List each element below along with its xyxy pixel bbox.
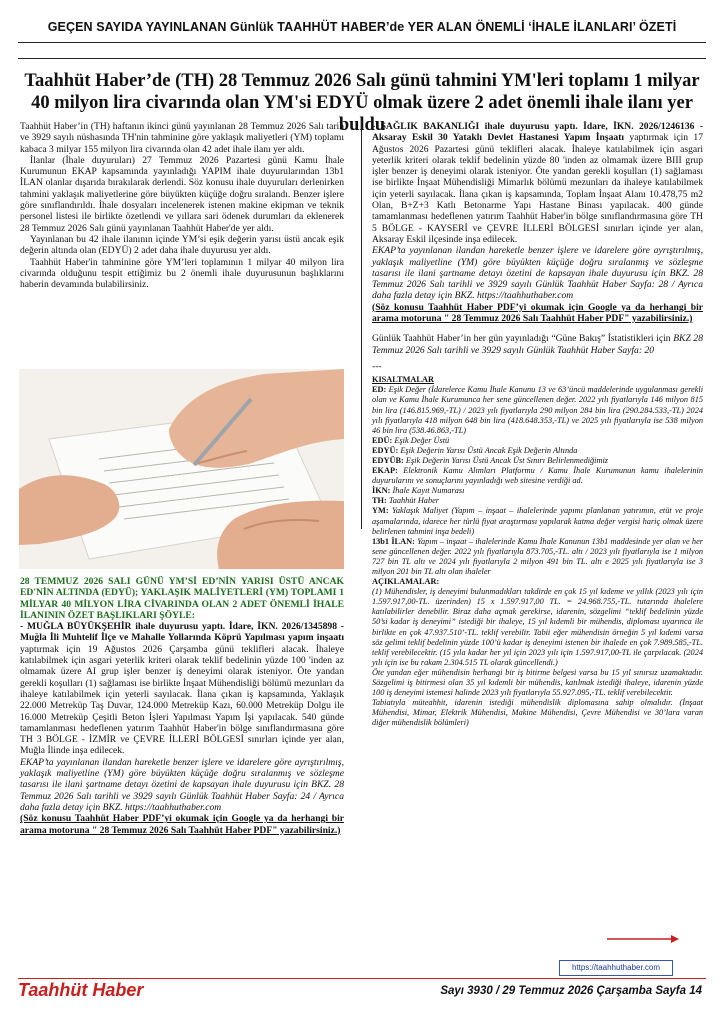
headline: Taahhüt Haber’de (TH) 28 Temmuz 2026 Salı günü tahmini YM'leri toplamı 1 milyar 40 milyon lira civarında olan YM'si EDYÜ olmak üzere 2 adet önemli ihale ilanı yer buldu [24, 71, 700, 135]
abbreviation-key: EDÜ: [372, 435, 393, 445]
abbreviation-entry [372, 496, 703, 506]
abbreviation-value: Eşik Değer Üstü [392, 435, 450, 445]
abbreviation-value: Taahhüt Haber [386, 496, 440, 506]
gune-bakis-plain: Günlük Taahhüt Haber’in her gün yayınladığı “Güne Bakış” İstatistikleri için [372, 333, 674, 345]
top-rule [18, 42, 706, 43]
abbreviation-entry [372, 446, 703, 456]
continue-arrow-icon [607, 934, 679, 944]
abbreviation-value: Tabiatıyla müteahhit, idarenin istediği mühendislik diplomasına sahip olmalıdır. (İnşaat Mühendisi, Mimar, Elektrik Mühendisi, Makine Mühendisi, Çevre Mühendisi ve 30’lara varan diğer mühendislik bölümleri) [372, 698, 703, 728]
abbreviation-entry [372, 506, 703, 536]
abbreviation-key: TH: [372, 496, 387, 506]
listing-item-mugla-reference: EKAP’ta yayınlanan ilandan hareketle benzer işlere ve idarelere göre ayrıştırılmış, yaklaşık maliyetline (YM) göre büyükten küçüğe doğru sıralanmış ve sözleşme tasarısı ile ilani şartname detayı özetini de kapsayan ihale duyurusu için BKZ. 28 Temmuz 2026 Salı tarihli ve 3929 sayılı Günlük Taahhüt Haber Sayfa: 24 / Ayrıca daha fazla detay için BKZ. https://taahhuthaber.com [20, 756, 344, 813]
listing-item-saglik-title: - SAĞLIK BAKANLIĞI ihale duyurusu yaptı. İdare, İKN. 2026/1246136 - Aksaray Eskil 30 Yataklı Devlet Hastanesi Yapım İnşaatı [372, 121, 703, 144]
left-intro [20, 121, 344, 290]
abbreviation-key: EKAP: [372, 466, 398, 476]
left-listing [20, 576, 344, 836]
hands-document-illustration [19, 369, 344, 569]
abbreviation-entry [372, 668, 703, 698]
abbreviation-value: Eşik Değer (İdarelerce Kamu İhale Kanunu 13 ve 63’üncü maddelerinde uygulanması gerekli olan ve Kamu İhale Kurumunca her sene güncellenen değer. 2022 yılı fiyatlarıyla 146 milyon 815 bin lira (146.815.969,-TL) / 2023 yılı fiyatlarıyla 290 milyon 284 bin lira (290.284.533,-TL) 2024 yılı fiyatlarıyla 418 milyon 648 bin lira (418.648.353,-TL) ve 2025 yılı fiyatlarıyla ise 538 milyon 46 bin lira (538.46.863,-TL) [372, 385, 703, 435]
abbreviation-entry [372, 466, 703, 486]
listing-item-mugla-title: - MUĞLA BÜYÜKŞEHİR ihale duyurusu yaptı. İdare, İKN. 2026/1345898 - Muğla İli Muhtelif İlçe ve Mahalle Yollarında Köprü Yapılması yapım inşaatı [20, 621, 344, 644]
listing-item-mugla-pdf-note: (Söz konusu Taahhüt Haber PDF’yi okumak için Google ya da herhangi bir arama motoruna " 28 Temmuz 2026 Salı Taahhüt Haber PDF" yazabilirsiniz.) [20, 813, 344, 836]
gune-bakis-note [372, 333, 703, 356]
abbreviation-key: EDYÜB: [372, 455, 404, 465]
column-divider [361, 121, 362, 529]
abbreviation-value: Eşik Değerin Yarısı Üstü Ancak Üst Sınırı Belirlenmediğimiz [403, 455, 609, 465]
intro-paragraph-1: Taahhüt Haber’in (TH) haftanın ikinci günü yayınlanan 28 Temmuz 2026 Salı tarih ve 3929 sayılı nüshasında TH'nin tahminine göre yaklaşık maliyetleri (YM) toplamı kabaca 3 milyar 155 milyon lira civarında olan 42 adet ihale ilanı yer aldı. [20, 121, 344, 155]
abbreviation-entry [372, 577, 703, 587]
abbreviation-key: 13b1 İLAN: [372, 536, 415, 546]
abbreviation-entry [372, 456, 703, 466]
abbreviations-title: KISALTMALAR [372, 375, 434, 385]
intro-paragraph-3: Yayınlanan bu 42 ihale ilanının içinde YM’si eşik değerin yarısı üstü ancak eşik değerin altında olan (EDYÜ) 2 adet daha ihale duyurusu yer aldı. [20, 233, 344, 257]
abbreviation-key: AÇIKLAMALAR: [372, 577, 440, 587]
abbreviation-entry [372, 486, 703, 496]
abbreviation-key: YM: [372, 506, 389, 516]
intro-paragraph-4: Taahhüt Haber'in tahminine göre YM’leri toplamının 1 milyar 40 milyon lira civarında olduğunu tespit ettiğimiz bu 2 önemli ihale duyurusunun başlıklarını haberin devamında bulabilirsiniz. [20, 256, 344, 291]
abbreviation-value: Yapım – inşaat – ihalelerinde Kamu İhale Kanunun 13b1 maddesinde yer alan ve her sene güncellenen değer. 2022 yılı fiyatlarıyla 873.705,-TL. altı / 2023 yılı fiyatlarıyla ise 1 milyon 727 bin TL altı ve 2024 yılı fiyatlarıyla 2 milyon 491 bin TL. altı e 2025 yılı fiyatlarıyla ise 3 milyon 201 bin TL altı olan ihaleler [372, 536, 703, 577]
abbreviation-entry [372, 436, 703, 446]
abbreviation-entry [372, 537, 703, 577]
photo-hands-signing [19, 369, 344, 569]
website-link[interactable]: https://taahhuthaber.com [559, 960, 673, 976]
abbreviations-list [372, 385, 703, 728]
abbreviation-value: (1) Mühendisler, iş deneyimi bulunmadıkları takdirde en çok 15 yıl kıdeme ve yıllık (2023 yılı için 1.597.917,00-TL. üzerinden) 15 x 1.597.917,00 TL. = 24.968.755,-TL. tutarında ihalelere katılabilirler denebilir. Biraz daha açmak gerekirse, idarenin, sözgelimi “teklif bedelinin yüzde 50’si kadar iş deneyimi” istediği bir ihaleye, 15 yıl kıdemli bir mühendis, diploması uyarınca ile birlikte en çok 47.937.510’-TL. teklif verebilir. Tabii eğer mühendisin örneğin 5 yıl kıdemi varsa söz gelimi teklif bedelinin yüzde 100’ü kadar iş deneyimi istenen bir ihalede en çok 7.989.585,-TL. teklif verebilecektir. (15 yıla kadar her yıl için 2023 yılı için 1.597.917,00-TL ile çarpılacak. (2024 yılı için ise bu rakam 2.304.515 TL olarak güncellendi.) [372, 587, 703, 667]
abbreviation-key: İKN: [372, 486, 391, 496]
top-banner-title: GEÇEN SAYIDA YAYINLANAN Günlük TAAHHÜT HABER’de YER ALAN ÖNEMLİ ‘İHALE İLANLARI’ ÖZETİ [47, 20, 677, 34]
separator: --- [372, 360, 382, 372]
listing-heading: 28 TEMMUZ 2026 SALI GÜNÜ YM’Sİ ED’NİN YARISI ÜSTÜ ANCAK ED'NİN ALTINDA (EDYÜ); YAKLAŞIK MALİYETLERİ (YM) TOPLAMI 1 MİLYAR 40 MİLYON LİRA CİVARINDA OLAN 2 ADET ÖNEMLİ İHALE İLANININ ÖZET BAŞLIKLARI ŞÖYLE: [20, 576, 344, 621]
abbreviation-value: Elektronik Kamu Alımları Platformu / Kamu İhale Kurumunun kamu ihalelerinin duyurularını ve sonuçlarını yayınladığı web sitesine verdiği ad. [372, 466, 703, 486]
listing-item-saglik [372, 121, 703, 245]
abbreviation-entry [372, 385, 703, 435]
abbreviation-value: Yaklaşık Maliyet (Yapım – inşaat – ihalelerinde yapımı planlanan yatırımın, etüt ve proje aşamalarında, idarece her türlü fiyat araştırması yapılarak katma değer vergisi hariç olmak üzere belirlenen tahmini inşa bedeli) [372, 506, 703, 536]
intro-paragraph-2: İlanlar (İhale duyuruları) 27 Temmuz 2026 Pazartesi günü Kamu İhale Kurumunun EKAP kapsamında yayınladığı YAPIM ihale duyurularından 13b1 İLAN olanlar dışarıda bırakılarak derlendi. Söz konusu ihale duyuruları derlenirken tahmini yaklaşık maliyetlerine göre büyükten küçüğe doğru sıralandı. Benzer işlere göre sınıflandırıldı. İhale dosyaları incelenerek istenen makine ekipman ve teknik personel listesi ile birlikte özetlendi ve yıllara sari ödenek durumları da eklenerek 28 Temmuz 2026 Salı günü yayınlanan Taahhüt Haber'de yer aldı. [20, 154, 344, 234]
top-rule-2 [18, 58, 706, 59]
abbreviation-entry [372, 587, 703, 668]
footer-rule [18, 978, 706, 979]
right-column [372, 121, 703, 729]
listing-item-mugla [20, 621, 344, 757]
listing-item-saglik-reference: EKAP’ta yayınlanan ilandan hareketle benzer işlere ve idarelere göre ayrıştırılmış, yaklaşık maliyetline (YM) göre büyükten küçüğe doğru sıralanmış ve sözleşme tasarısı ile ilani şartname detayı özetini de kapsayan ihale duyurusu için BKZ. 28 Temmuz 2026 Salı tarihli ve 3929 sayılı Günlük Taahhüt Haber Sayfa: 28 / Ayrıca daha fazla detay için BKZ. https://taahhuthaber.com [372, 245, 703, 302]
listing-item-saglik-text: yaptırmak için 17 Ağustos 2026 Pazartesi günü teklifleri alacak. İhaleye katılabilmek için asgari yeterlik kriteri olarak teklif bedelinin yüzde 80 'inden az olmamak üzere BIII grup işler benzer iş deneyimi olarak isteniyor. Öte yandan gerekli koşulları (1) sağlaması ise birlikte İnşaat Mühendisliği Mimarlık bölümü mezunları da ihaleye katılabilmek için yeterli sayılacak. İlana çıkan iş kapsamında, Toplam İnşaat Alanı 10.478,75 m2 Olan, B+Z+3 Katlı Betonarme Yapı Hastane Binası yapılacak. 400 günde tamamlanması hedeflenen yatırım Taahhüt Haber'in bölge sınıflandırmasına göre TH 5 BÖLGE - KAYSERİ ve ÇEVRE İLLERİ BÖLGESİ sınırları içinde yer alan, Aksaray Eskil ilçesinde inşa edilecek. [372, 132, 703, 245]
gune-bakis-italic: BKZ 28 Temmuz 2026 Salı tarihli ve 3929 sayılı Günlük Taahhüt Haber Sayfa: 20 [372, 333, 703, 356]
listing-item-saglik-pdf-note: (Söz konusu Taahhüt Haber PDF’yi okumak için Google ya da herhangi bir arama motoruna " 28 Temmuz 2026 Salı Taahhüt Haber PDF" yazabilirsiniz.) [372, 301, 703, 325]
abbreviation-entry [372, 698, 703, 728]
issue-info: Sayı 3930 / 29 Temmuz 2026 Çarşamba Sayfa 14 [440, 985, 702, 997]
abbreviation-value: Eşik Değerin Yarısı Üstü Ancak Eşik Değerin Altında [398, 445, 578, 455]
listing-item-mugla-text: yaptırmak için 19 Ağustos 2026 Çarşamba günü teklifleri alacak. İhaleye katılabilmek için asgari yeterlik kriteri olarak teklif bedelinin yüzde 100 'inden az olmamak üzere AI grup işler benzer iş deneyimi olarak isteniyor. Öte yandan gerekli koşulları (1) sağlaması ise birlikte İnşaat Mühendisliği bölümü mezunları da ihaleye katılabilmek için yeterli sayılacak. İlana çıkan iş kapsamında, Yaklaşık 22.000 Metreküp Taş Duvar, 124.000 Metreküp Kazı, 60.000 Metreküp Dolgu ile 16.000 Metreküp Çeşitli Beton İşleri Yapılması Yapım İşi yapılacak. 540 günde tamamlanması hedeflenen yatırım Taahhüt Haber'in bölge sınıflandırmasına göre TH 3 BÖLGE - İZMİR ve ÇEVRE İLLERİ BÖLGESİ sınırları içinde yer alan, Muğla İlinde inşa edilecek. [20, 643, 344, 757]
abbreviation-value: İhale Kayıt Numarası [390, 486, 465, 496]
brand-logo: Taahhüt Haber [18, 980, 144, 1000]
abbreviation-key: EDYÜ: [372, 445, 399, 455]
abbreviation-value: Öte yandan eğer mühendisin herhangi bir iş bitirme belgesi varsa bu 15 yıl sınırsız uzamaktadır. Sözgelimi iş bitirmesi olan 35 yıl kıdemli bir mühendis, katılmak istediği ihaleye, idarenin yüzde 100 iş deneyimi istemesi halinde 2023 yılı fiyatlarıyla 55.927.095,-TL. teklif verebilecektir. [372, 667, 703, 698]
abbreviation-key: ED: [372, 385, 387, 395]
